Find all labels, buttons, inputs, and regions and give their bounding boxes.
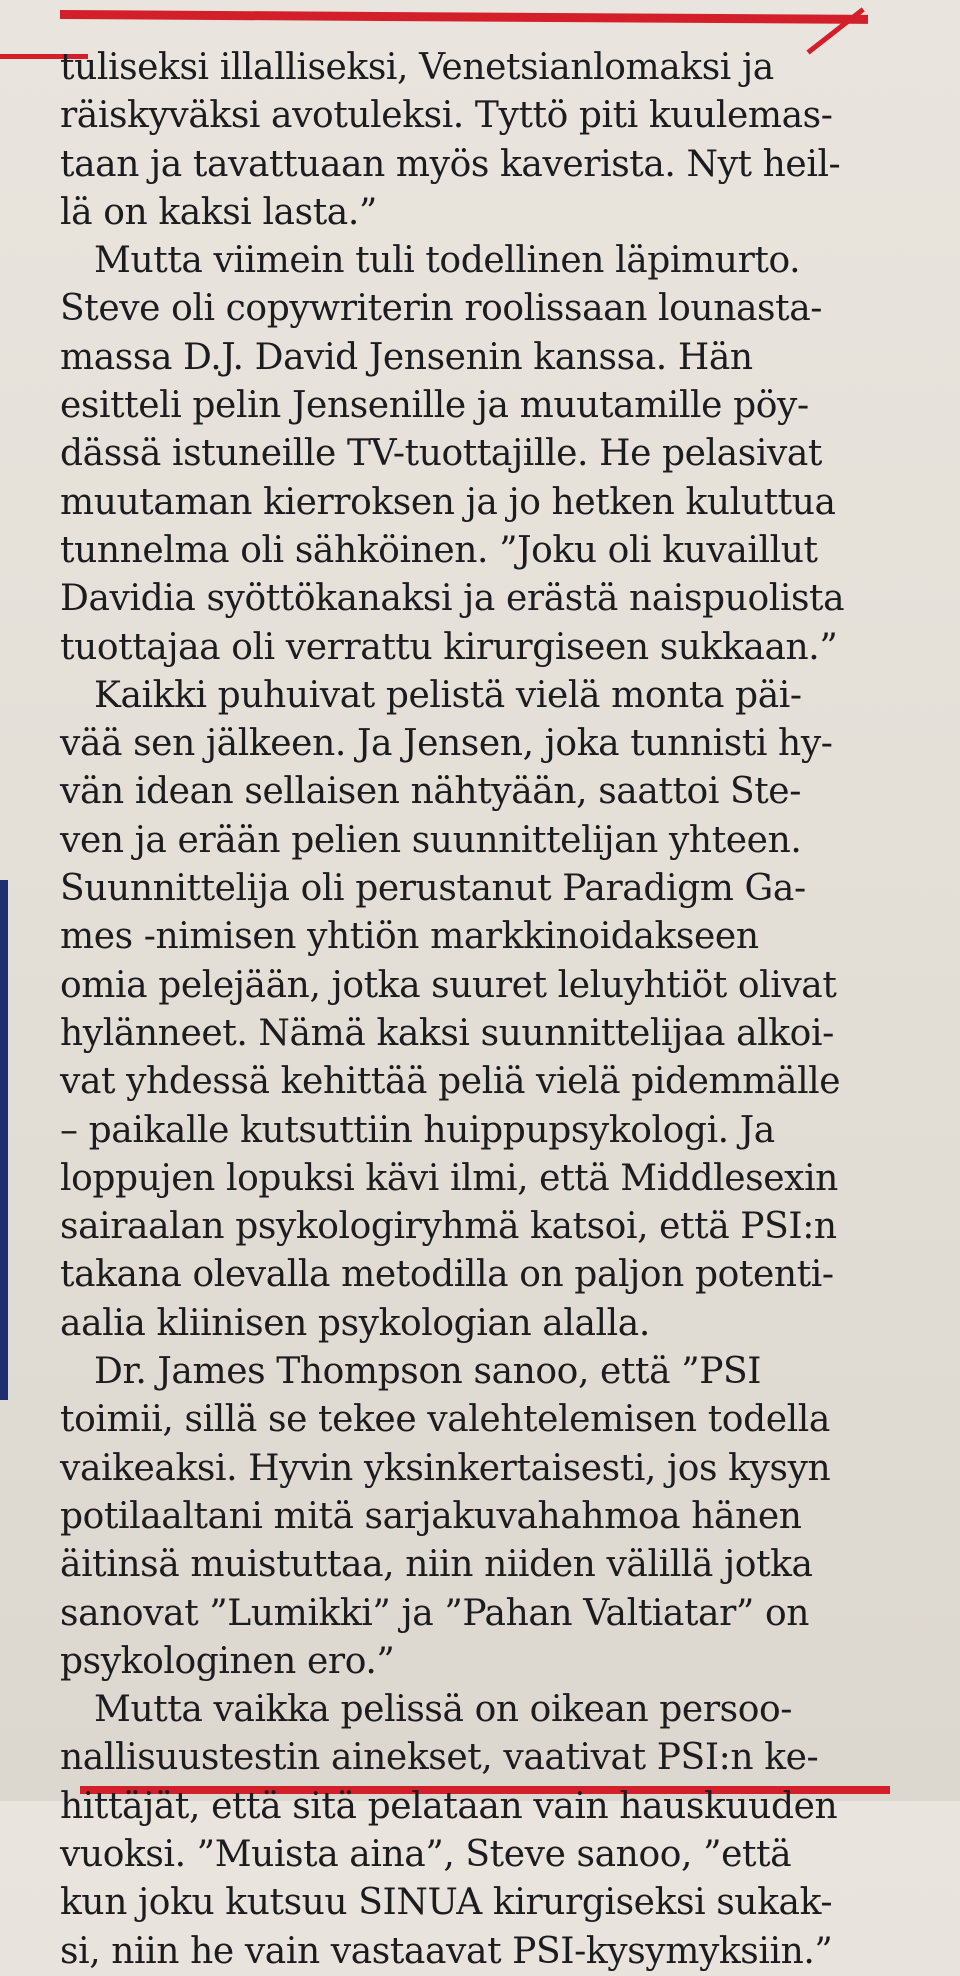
text-line: kun joku kutsuu SINUA kirurgiseksi sukak- [60, 1882, 833, 1924]
text-line: Davidia syöttökanaksi ja erästä naispuolista [60, 578, 845, 620]
text-line: vat yhdessä kehittää peliä vielä pidemmälle [60, 1061, 841, 1103]
text-line: si, niin he vain vastaavat PSI-kysymyksiin.” [60, 1930, 833, 1972]
article-text-column [60, 44, 890, 1976]
text-line: vaikeaksi. Hyvin yksinkertaisesti, jos kysyn [60, 1447, 831, 1489]
text-line: äitinsä muistuttaa, niin niiden välillä jotka [60, 1544, 813, 1586]
text-line: takana olevalla metodilla on paljon potenti- [60, 1254, 834, 1296]
text-line: Mutta vaikka pelissä on oikean persoo- [94, 1689, 793, 1731]
text-line: lä on kaksi lasta.” [60, 191, 377, 233]
text-line: sanovat ”Lumikki” ja ”Pahan Valtiatar” on [60, 1592, 810, 1634]
text-line: Suunnittelija oli perustanut Paradigm Ga- [60, 868, 806, 910]
text-line: muutaman kierroksen ja jo hetken kuluttua [60, 481, 836, 523]
text-line: esitteli pelin Jensenille ja muutamille pöy- [60, 385, 809, 427]
text-line: hittäjät, että sitä pelataan vain hauskuuden [60, 1785, 838, 1827]
text-line: nallisuustestin ainekset, vaativat PSI:n ke- [60, 1737, 819, 1779]
text-line: Kaikki puhuivat pelistä vielä monta päi- [94, 674, 802, 716]
text-line: tuliseksi illalliseksi, Venetsianlomaksi ja [60, 47, 774, 88]
text-line: aalia kliinisen psykologian alalla. [60, 1302, 650, 1344]
text-line: Dr. James Thompson sanoo, että ”PSI [94, 1351, 762, 1393]
text-line: toimii, sillä se tekee valehtelemisen todella [60, 1399, 830, 1441]
text-line: vää sen jälkeen. Ja Jensen, joka tunnisti hy- [60, 723, 833, 765]
text-line: tuottajaa oli verrattu kirurgiseen sukkaan.” [60, 626, 838, 668]
text-line: omia pelejään, jotka suuret leluyhtiöt olivat [60, 964, 837, 1006]
text-line: vän idean sellaisen nähtyään, saattoi Ste- [60, 771, 801, 813]
edge-color-bar [0, 880, 8, 1400]
text-line: psykologinen ero.” [60, 1640, 395, 1682]
text-line: loppujen lopuksi kävi ilmi, että Middlesexin [60, 1157, 838, 1199]
text-line: hylänneet. Nämä kaksi suunnittelijaa alkoi- [60, 1012, 834, 1054]
text-line: räiskyväksi avotuleksi. Tyttö piti kuulemas- [60, 95, 833, 137]
text-line: sairaalan psykologiryhmä katsoi, että PSI:n [60, 1206, 837, 1248]
text-line: tunnelma oli sähköinen. ”Joku oli kuvaillut [60, 529, 818, 571]
top-accent-rule [60, 10, 868, 24]
text-line: massa D.J. David Jensenin kanssa. Hän [60, 336, 753, 378]
text-line: Steve oli copywriterin roolissaan lounasta- [60, 288, 823, 330]
text-line: taan ja tavattuaan myös kaverista. Nyt heil- [60, 143, 841, 185]
text-line: mes -nimisen yhtiön markkinoidakseen [60, 916, 759, 958]
text-line: Mutta viimein tuli todellinen läpimurto. [94, 240, 801, 282]
text-line: – paikalle kutsuttiin huippupsykologi. Ja [60, 1109, 775, 1151]
text-line: ven ja erään pelien suunnittelijan yhteen. [60, 819, 802, 861]
text-line: dässä istuneille TV-tuottajille. He pelasivat [60, 433, 822, 475]
text-line: vuoksi. ”Muista aina”, Steve sanoo, ”että [60, 1833, 792, 1875]
text-line: potilaaltani mitä sarjakuvahahmoa hänen [60, 1495, 802, 1537]
